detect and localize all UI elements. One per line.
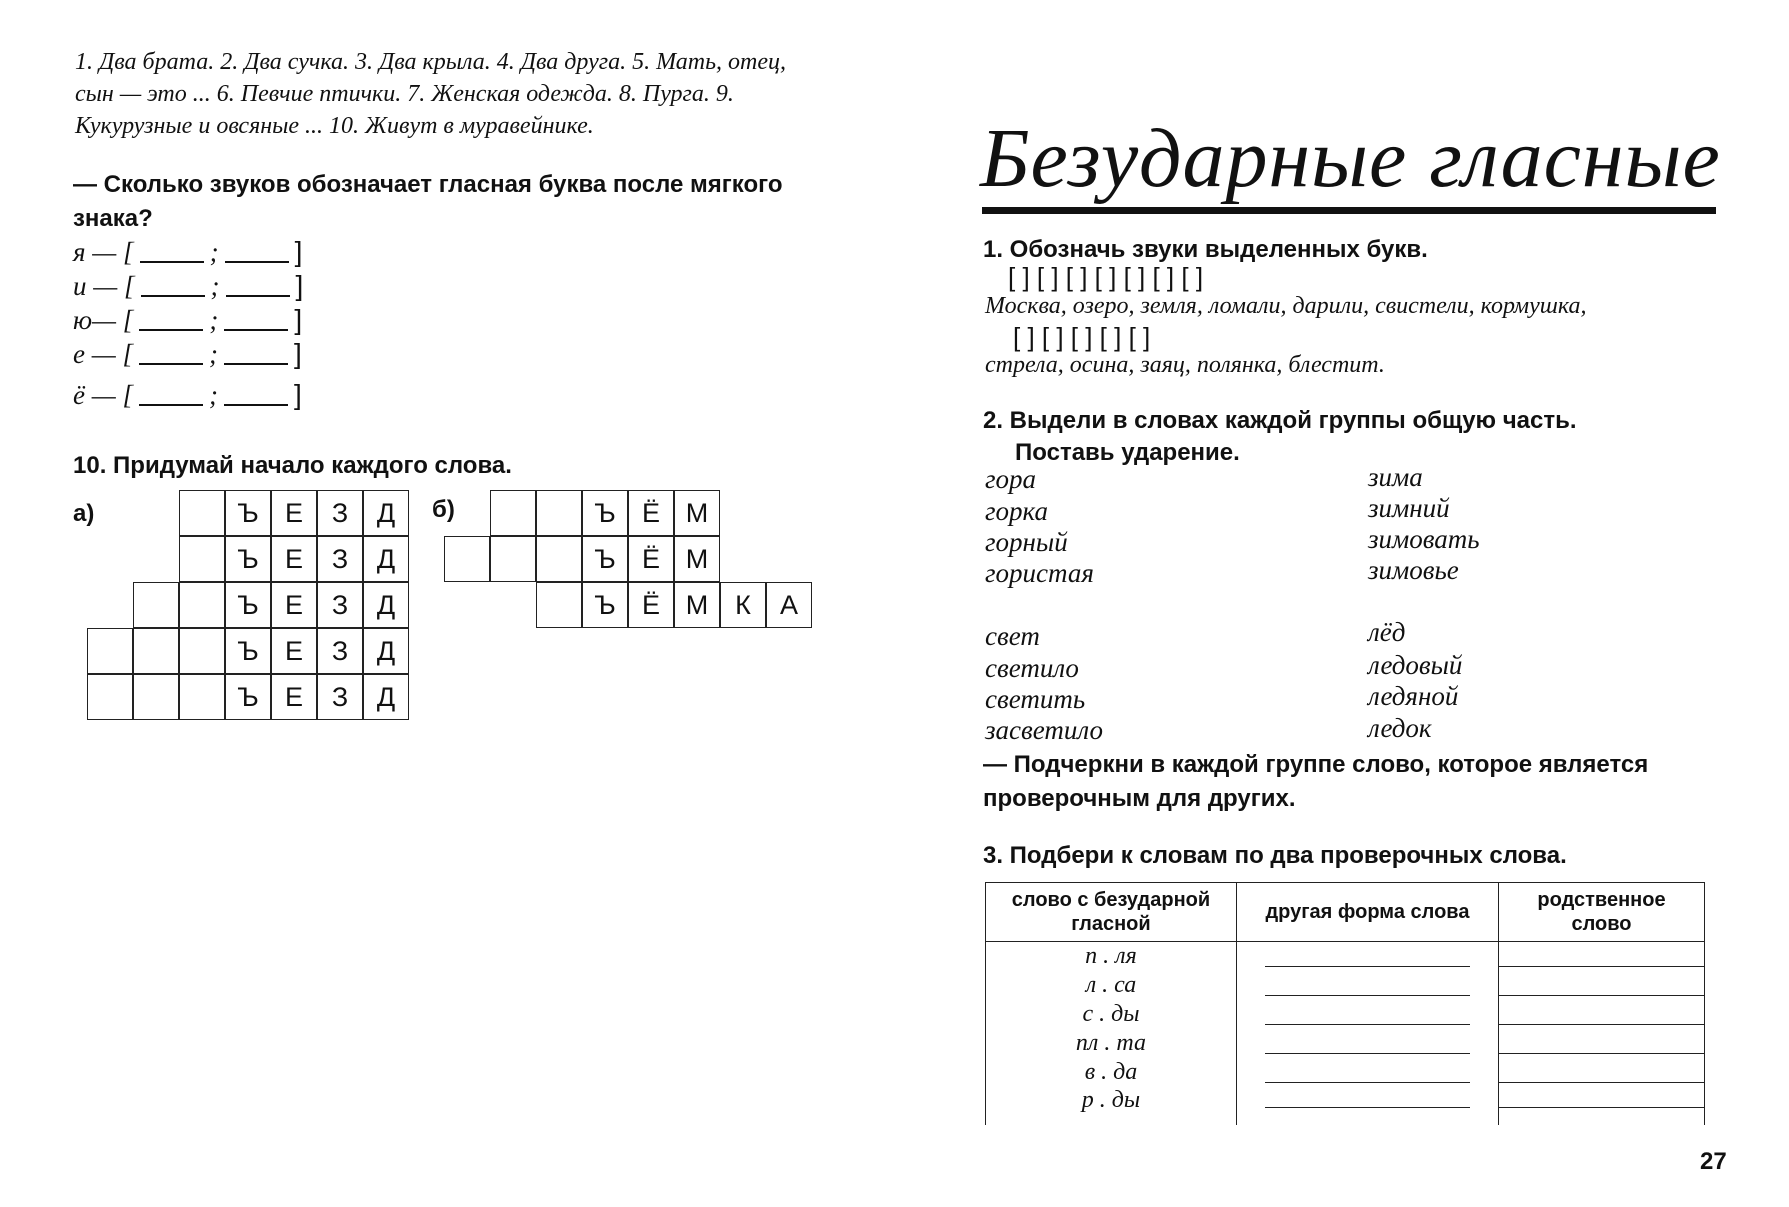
grid-letter-cell: Ъ <box>582 582 628 628</box>
word: зимовать <box>1368 524 1480 554</box>
table-header: родственное слово <box>1499 883 1705 942</box>
word: горка <box>985 496 1048 526</box>
word: зимний <box>1368 493 1450 523</box>
table-word: л . са <box>986 971 1237 1000</box>
vowel-row: и — [ ; ] <box>73 270 304 301</box>
task-10-heading: 10. Придумай начало каждого слова. <box>73 452 512 479</box>
grid-letter-cell: З <box>317 536 363 582</box>
word: зима <box>1368 462 1423 492</box>
table-row <box>986 1058 1705 1087</box>
task-2-subheading: Поставь ударение. <box>1015 439 1240 466</box>
grid-letter-cell: Ъ <box>225 536 271 582</box>
grid-letter-cell: Д <box>363 536 409 582</box>
grid-letter-cell: Ъ <box>225 628 271 674</box>
grid-letter-cell: Ё <box>628 582 674 628</box>
grid-letter-cell: Д <box>363 674 409 720</box>
grid-empty-cell[interactable] <box>536 490 582 536</box>
answer-line[interactable] <box>1499 946 1704 967</box>
grid-letter-cell: Ъ <box>225 674 271 720</box>
answer-line[interactable] <box>1265 1087 1470 1108</box>
table-word: с . ды <box>986 1000 1237 1029</box>
table-row <box>986 1000 1705 1029</box>
grid-letter-cell: З <box>317 674 363 720</box>
label-a: а) <box>73 500 95 527</box>
vowel-row: я — [ ; ] <box>73 236 303 267</box>
task-1-words: стрела, осина, заяц, полянка, блестит. <box>985 352 1385 378</box>
grid-letter-cell: Ё <box>628 490 674 536</box>
grid-letter-cell: Д <box>363 628 409 674</box>
page-title: Безударные гласные <box>980 112 1721 205</box>
brackets-row: [ ] [ ] [ ] [ ] [ ] <box>1013 322 1151 352</box>
grid-letter-cell: Ъ <box>582 536 628 582</box>
grid-letter-cell: З <box>317 582 363 628</box>
brackets-row: [ ] [ ] [ ] [ ] [ ] [ ] [ ] <box>1008 262 1204 292</box>
table-row <box>986 1087 1705 1125</box>
grid-empty-cell[interactable] <box>133 674 179 720</box>
riddle-answers: 1. Два брата. 2. Два сучка. 3. Два крыла. 4. Два друга. 5. Мать, отец, сын — это ... 6. Певчие птички. 7. Женская одежда. 8. Пурга. 9. Кукурузные и овсяные ... 10. Живут в муравейнике. <box>75 49 786 139</box>
answer-line[interactable] <box>1265 1004 1470 1025</box>
word: ледок <box>1368 713 1432 743</box>
title-rule <box>982 207 1716 214</box>
grid-letter-cell: Е <box>271 674 317 720</box>
grid-letter-cell: А <box>766 582 812 628</box>
grid-empty-cell[interactable] <box>179 536 225 582</box>
word: гористая <box>985 558 1094 588</box>
table-word: в . да <box>986 1058 1237 1087</box>
grid-letter-cell: Е <box>271 582 317 628</box>
word: зимовье <box>1368 555 1459 585</box>
answer-line[interactable] <box>1265 975 1470 996</box>
table-word: пл . та <box>986 1029 1237 1058</box>
word: ледовый <box>1368 650 1463 680</box>
grid-letter-cell: Ъ <box>582 490 628 536</box>
underline-question: — Подчеркни в каждой группе слово, которое является проверочным для других. <box>983 751 1649 812</box>
grid-empty-cell[interactable] <box>179 674 225 720</box>
table-row <box>986 971 1705 1000</box>
grid-letter-cell: Д <box>363 582 409 628</box>
vowel-row: ё — [ ; ] <box>73 379 302 410</box>
grid-empty-cell[interactable] <box>87 628 133 674</box>
task-1-heading: 1. Обозначь звуки выделенных букв. <box>983 236 1428 263</box>
grid-empty-cell[interactable] <box>490 536 536 582</box>
word: свет <box>985 621 1040 651</box>
grid-letter-cell: З <box>317 628 363 674</box>
page-number: 27 <box>1700 1148 1727 1175</box>
answer-line[interactable] <box>1499 1087 1704 1108</box>
answer-line[interactable] <box>1499 1004 1704 1025</box>
grid-empty-cell[interactable] <box>179 490 225 536</box>
word: горный <box>985 527 1068 557</box>
table-row <box>986 942 1705 972</box>
answer-line[interactable] <box>1499 1062 1704 1083</box>
answer-line[interactable] <box>1499 1033 1704 1054</box>
word: светило <box>985 653 1079 683</box>
grid-letter-cell: Ъ <box>225 490 271 536</box>
table-header: другая форма слова <box>1236 883 1498 942</box>
grid-letter-cell: Д <box>363 490 409 536</box>
grid-empty-cell[interactable] <box>133 582 179 628</box>
task-2-heading: 2. Выдели в словах каждой группы общую часть. <box>983 407 1577 434</box>
word: светить <box>985 684 1086 714</box>
word: ледяной <box>1368 681 1459 711</box>
table-row <box>986 1029 1705 1058</box>
grid-letter-cell: К <box>720 582 766 628</box>
table-word: п . ля <box>986 942 1237 972</box>
grid-empty-cell[interactable] <box>179 582 225 628</box>
grid-letter-cell: М <box>674 536 720 582</box>
grid-letter-cell: З <box>317 490 363 536</box>
check-words-table <box>985 882 1705 1125</box>
task-1-words: Москва, озеро, земля, ломали, дарили, свистели, кормушка, <box>985 293 1587 319</box>
label-b: б) <box>432 496 455 523</box>
grid-empty-cell[interactable] <box>87 674 133 720</box>
word: лёд <box>1368 617 1406 647</box>
answer-line[interactable] <box>1265 946 1470 967</box>
grid-empty-cell[interactable] <box>444 536 490 582</box>
soft-sign-question: — Сколько звуков обозначает гласная буква после мягкого знака? <box>73 171 783 232</box>
grid-empty-cell[interactable] <box>133 628 179 674</box>
task-3-heading: 3. Подбери к словам по два проверочных слова. <box>983 842 1567 869</box>
answer-line[interactable] <box>1265 1062 1470 1083</box>
grid-letter-cell: М <box>674 582 720 628</box>
vowel-row: ю— [ ; ] <box>73 304 303 335</box>
word: засветило <box>985 715 1103 745</box>
grid-empty-cell[interactable] <box>536 582 582 628</box>
word: гора <box>985 464 1037 494</box>
grid-letter-cell: Ё <box>628 536 674 582</box>
grid-letter-cell: Ъ <box>225 582 271 628</box>
table-header: слово с безударной гласной <box>986 883 1237 942</box>
table-word: р . ды <box>986 1087 1237 1125</box>
grid-letter-cell: Е <box>271 536 317 582</box>
vowel-row: е — [ ; ] <box>73 338 302 369</box>
grid-letter-cell: М <box>674 490 720 536</box>
grid-letter-cell: Е <box>271 490 317 536</box>
grid-empty-cell[interactable] <box>490 490 536 536</box>
answer-line[interactable] <box>1265 1033 1470 1054</box>
answer-line[interactable] <box>1499 975 1704 996</box>
grid-empty-cell[interactable] <box>536 536 582 582</box>
grid-empty-cell[interactable] <box>179 628 225 674</box>
grid-letter-cell: Е <box>271 628 317 674</box>
